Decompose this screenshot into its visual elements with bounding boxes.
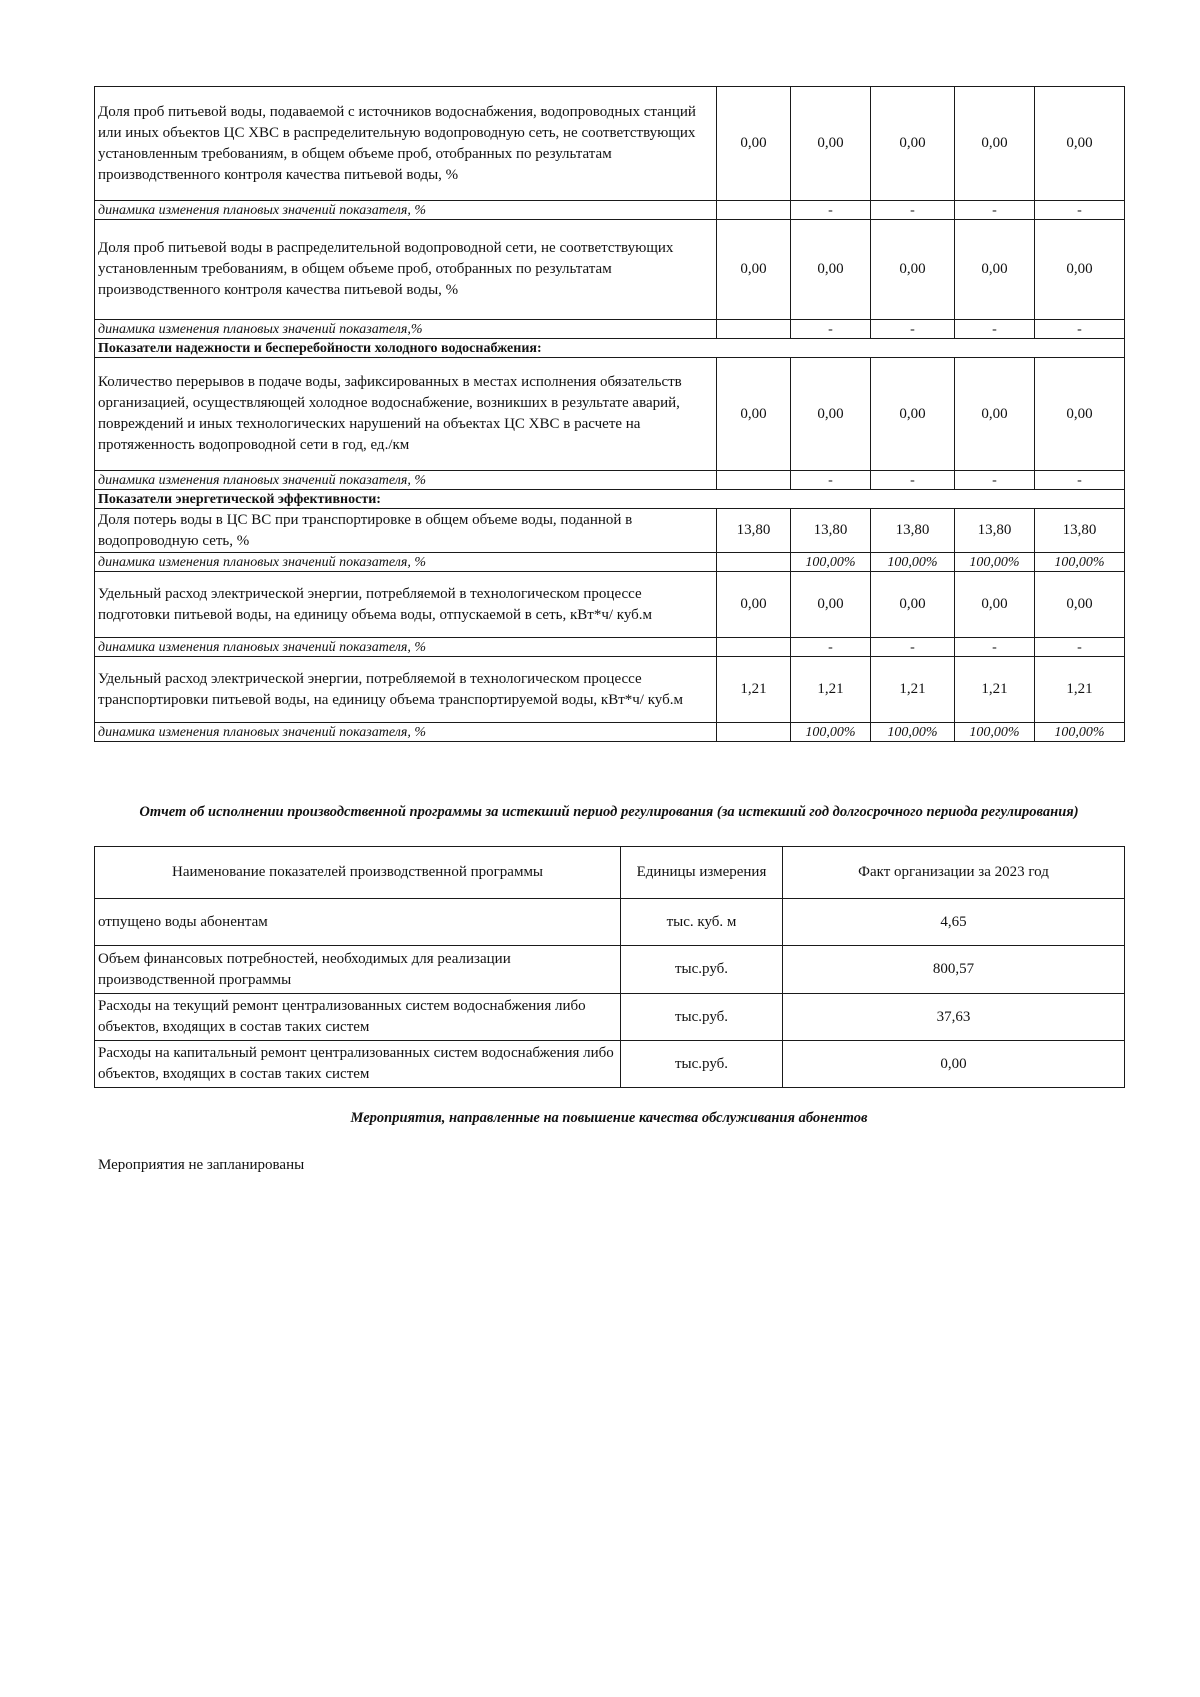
indicator-name: Доля проб питьевой воды, подаваемой с источников водоснабжения, водопроводных станций или иных объектов ЦС ХВС в распределительную водопроводную сеть, не соответствующих установленным требованиям, в общем объеме проб, отобранных по результатам производственного контроля качества питьевой воды, % bbox=[95, 87, 717, 201]
report-header-row bbox=[95, 847, 1125, 899]
indicator-value: 0,00 bbox=[871, 358, 955, 471]
indicator-value: 1,21 bbox=[1035, 657, 1125, 723]
report-cell-name: отпущено воды абонентам bbox=[95, 899, 621, 946]
indicator-value: 0,00 bbox=[717, 572, 791, 638]
dynamics-row bbox=[95, 471, 1125, 490]
indicator-value: 0,00 bbox=[1035, 220, 1125, 320]
dynamics-value: - bbox=[871, 638, 955, 657]
indicator-value: 0,00 bbox=[717, 358, 791, 471]
dynamics-label: динамика изменения плановых значений показателя, % bbox=[95, 638, 717, 657]
dynamics-value: - bbox=[871, 320, 955, 339]
dynamics-value: - bbox=[955, 638, 1035, 657]
report-cell-unit: тыс. куб. м bbox=[621, 899, 783, 946]
dynamics-value: 100,00% bbox=[791, 723, 871, 742]
dynamics-value: - bbox=[1035, 638, 1125, 657]
indicator-value: 0,00 bbox=[955, 572, 1035, 638]
dynamics-row bbox=[95, 553, 1125, 572]
dynamics-value: - bbox=[791, 201, 871, 220]
indicators-table bbox=[94, 86, 1125, 742]
indicator-row bbox=[95, 509, 1125, 553]
indicator-name: Удельный расход электрической энергии, потребляемой в технологическом процессе подготовки питьевой воды, на единицу объема воды, отпускаемой в сеть, кВт*ч/ куб.м bbox=[95, 572, 717, 638]
report-header-unit: Единицы измерения bbox=[621, 847, 783, 899]
report-cell-unit: тыс.руб. bbox=[621, 946, 783, 994]
indicator-value: 0,00 bbox=[1035, 358, 1125, 471]
report-cell-value: 0,00 bbox=[783, 1041, 1125, 1088]
dynamics-value bbox=[717, 723, 791, 742]
indicator-name: Доля проб питьевой воды в распределительной водопроводной сети, не соответствующих установленным требованиям, в общем объеме проб, отобранных по результатам производственного контроля качества питьевой воды, % bbox=[95, 220, 717, 320]
dynamics-value: - bbox=[791, 638, 871, 657]
indicator-value: 1,21 bbox=[717, 657, 791, 723]
report-cell-unit: тыс.руб. bbox=[621, 1041, 783, 1088]
dynamics-value: 100,00% bbox=[871, 553, 955, 572]
dynamics-value bbox=[717, 638, 791, 657]
indicator-value: 0,00 bbox=[791, 220, 871, 320]
indicator-value: 0,00 bbox=[1035, 572, 1125, 638]
dynamics-value: - bbox=[871, 201, 955, 220]
dynamics-value: - bbox=[1035, 320, 1125, 339]
report-row bbox=[95, 899, 1125, 946]
dynamics-row bbox=[95, 320, 1125, 339]
dynamics-label: динамика изменения плановых значений показателя, % bbox=[95, 723, 717, 742]
dynamics-value: - bbox=[871, 471, 955, 490]
indicator-value: 0,00 bbox=[791, 87, 871, 201]
dynamics-label: динамика изменения плановых значений показателя, % bbox=[95, 201, 717, 220]
indicator-value: 13,80 bbox=[871, 509, 955, 553]
indicator-value: 13,80 bbox=[717, 509, 791, 553]
dynamics-value: 100,00% bbox=[871, 723, 955, 742]
report-title: Отчет об исполнении производственной программы за истекший период регулирования (за истекший год долгосрочного периода регулирования) bbox=[139, 804, 1079, 820]
dynamics-row bbox=[95, 201, 1125, 220]
indicator-value: 13,80 bbox=[955, 509, 1035, 553]
section-header-row bbox=[95, 490, 1125, 509]
indicator-value: 0,00 bbox=[791, 572, 871, 638]
indicator-value: 0,00 bbox=[871, 87, 955, 201]
report-header-fact: Факт организации за 2023 год bbox=[783, 847, 1125, 899]
indicator-value: 0,00 bbox=[717, 220, 791, 320]
report-cell-value: 4,65 bbox=[783, 899, 1125, 946]
section-header: Показатели надежности и бесперебойности холодного водоснабжения: bbox=[95, 339, 1125, 358]
indicator-row bbox=[95, 358, 1125, 471]
report-cell-name: Расходы на текущий ремонт централизованных систем водоснабжения либо объектов, входящих в состав таких систем bbox=[95, 994, 621, 1041]
dynamics-value: - bbox=[791, 471, 871, 490]
dynamics-value: 100,00% bbox=[1035, 553, 1125, 572]
dynamics-value: - bbox=[1035, 201, 1125, 220]
indicator-value: 0,00 bbox=[871, 220, 955, 320]
indicator-value: 13,80 bbox=[791, 509, 871, 553]
section-header-row bbox=[95, 339, 1125, 358]
dynamics-value: - bbox=[955, 320, 1035, 339]
indicators-table-body bbox=[95, 87, 1125, 742]
dynamics-value: 100,00% bbox=[791, 553, 871, 572]
indicator-value: 0,00 bbox=[871, 572, 955, 638]
report-cell-value: 37,63 bbox=[783, 994, 1125, 1041]
indicator-row bbox=[95, 220, 1125, 320]
indicator-value: 0,00 bbox=[1035, 87, 1125, 201]
indicator-value: 0,00 bbox=[717, 87, 791, 201]
indicator-name: Удельный расход электрической энергии, потребляемой в технологическом процессе транспортировки питьевой воды, на единицу объема транспортируемой воды, кВт*ч/ куб.м bbox=[95, 657, 717, 723]
indicator-value: 0,00 bbox=[791, 358, 871, 471]
report-row bbox=[95, 1041, 1125, 1088]
report-row bbox=[95, 946, 1125, 994]
indicator-name: Доля потерь воды в ЦС ВС при транспортировке в общем объеме воды, поданной в водопроводную сеть, % bbox=[95, 509, 717, 553]
report-cell-unit: тыс.руб. bbox=[621, 994, 783, 1041]
report-cell-name: Расходы на капитальный ремонт централизованных систем водоснабжения либо объектов, входящих в состав таких систем bbox=[95, 1041, 621, 1088]
report-row bbox=[95, 994, 1125, 1041]
dynamics-row bbox=[95, 723, 1125, 742]
section-header: Показатели энергетической эффективности: bbox=[95, 490, 1125, 509]
dynamics-row bbox=[95, 638, 1125, 657]
dynamics-value bbox=[717, 471, 791, 490]
dynamics-value: - bbox=[1035, 471, 1125, 490]
dynamics-value: - bbox=[955, 471, 1035, 490]
dynamics-value bbox=[717, 320, 791, 339]
indicator-value: 1,21 bbox=[871, 657, 955, 723]
report-table bbox=[94, 846, 1125, 1088]
indicator-value: 1,21 bbox=[791, 657, 871, 723]
indicator-row bbox=[95, 657, 1125, 723]
dynamics-label: динамика изменения плановых значений показателя, % bbox=[95, 553, 717, 572]
dynamics-label: динамика изменения плановых значений показателя,% bbox=[95, 320, 717, 339]
indicator-value: 0,00 bbox=[955, 87, 1035, 201]
measures-title: Мероприятия, направленные на повышение качества обслуживания абонентов bbox=[350, 1110, 868, 1126]
indicator-name: Количество перерывов в подаче воды, зафиксированных в местах исполнения обязательств организацией, осуществляющей холодное водоснабжение, возникших в результате аварий, повреждений и иных технологических нарушений на объектах ЦС ХВС в расчете на протяженность водопроводной сети в год, ед./км bbox=[95, 358, 717, 471]
indicator-row bbox=[95, 572, 1125, 638]
indicator-row bbox=[95, 87, 1125, 201]
report-header-name: Наименование показателей производственной программы bbox=[95, 847, 621, 899]
dynamics-value: 100,00% bbox=[955, 723, 1035, 742]
dynamics-value bbox=[717, 201, 791, 220]
indicator-value: 0,00 bbox=[955, 358, 1035, 471]
dynamics-value: - bbox=[791, 320, 871, 339]
dynamics-value: 100,00% bbox=[955, 553, 1035, 572]
report-cell-value: 800,57 bbox=[783, 946, 1125, 994]
report-cell-name: Объем финансовых потребностей, необходимых для реализации производственной программы bbox=[95, 946, 621, 994]
dynamics-value: 100,00% bbox=[1035, 723, 1125, 742]
dynamics-value: - bbox=[955, 201, 1035, 220]
dynamics-value bbox=[717, 553, 791, 572]
indicator-value: 0,00 bbox=[955, 220, 1035, 320]
indicator-value: 1,21 bbox=[955, 657, 1035, 723]
measures-text: Мероприятия не запланированы bbox=[98, 1157, 305, 1173]
indicator-value: 13,80 bbox=[1035, 509, 1125, 553]
dynamics-label: динамика изменения плановых значений показателя, % bbox=[95, 471, 717, 490]
